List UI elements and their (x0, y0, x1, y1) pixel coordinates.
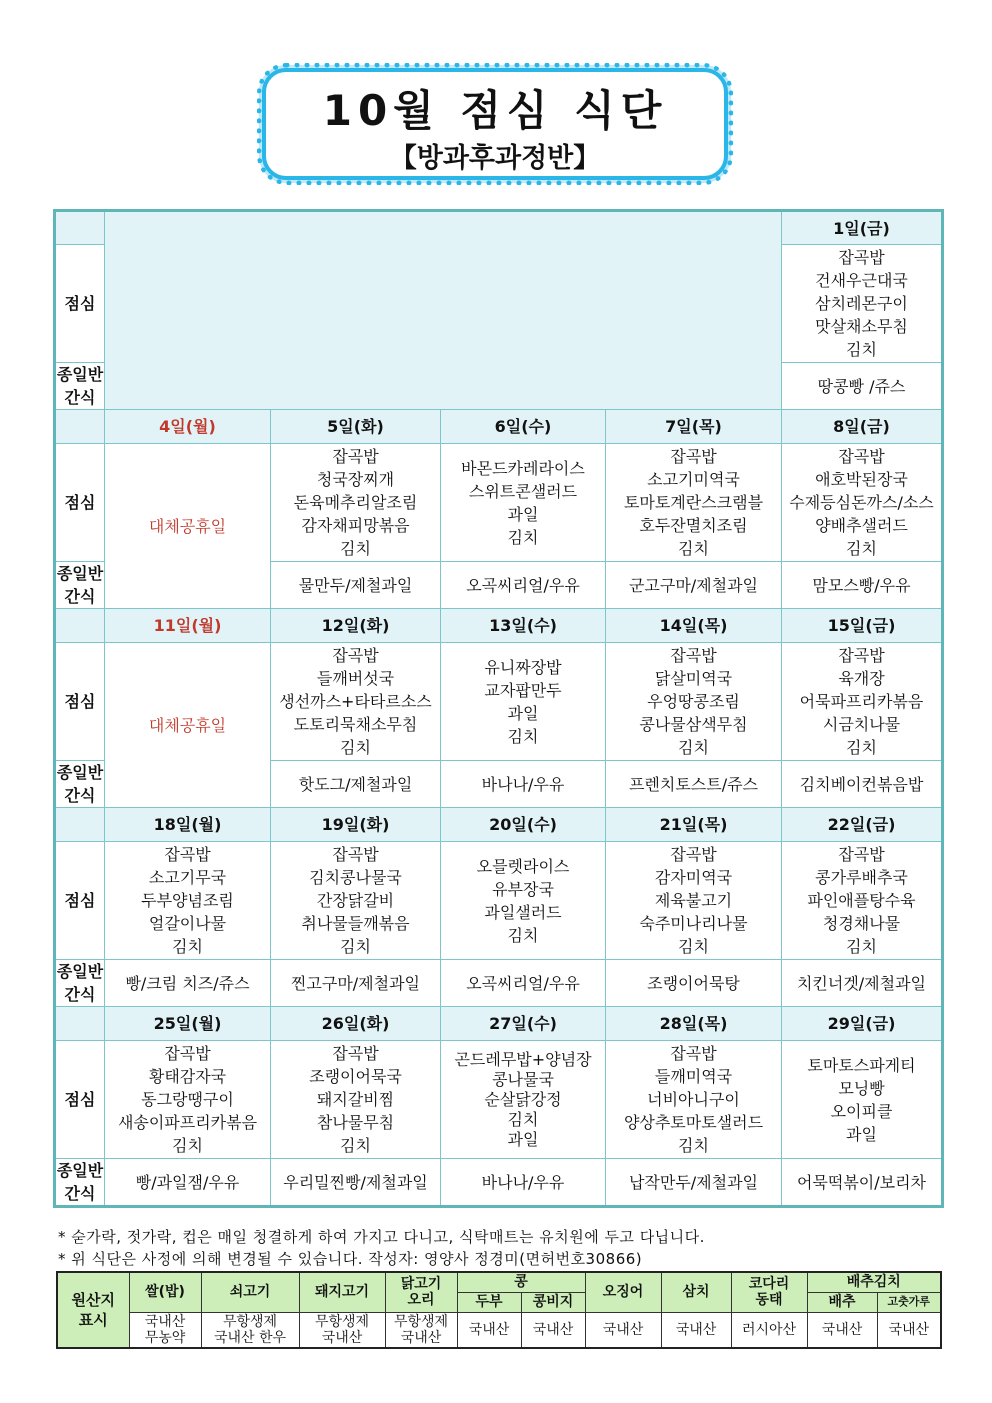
day-header: 29일(금) (782, 1007, 943, 1041)
menu-item: 잡곡밥 (838, 646, 885, 665)
menu-table (53, 209, 944, 1208)
snack-cell: 김치베이컨볶음밥 (782, 761, 943, 808)
menu-item: 시금치나물 (822, 715, 901, 734)
week2-lunch-row (55, 444, 943, 562)
origin-value-line: 무항생제 (393, 1313, 449, 1330)
origin-chicken-value (385, 1312, 457, 1348)
origin-soybean-header: 콩비지 (521, 1292, 585, 1312)
menu-item: 김치 (340, 539, 371, 558)
snack-cell: 우리밀찐빵/제철과일 (271, 1159, 441, 1207)
snack-label-line2: 간식 (64, 388, 96, 407)
origin-tofu-value: 국내산 (457, 1312, 521, 1348)
menu-item: 콩나물삼색무침 (639, 715, 748, 734)
menu-item: 숙주미나리나물 (639, 914, 748, 933)
origin-chicken-line1: 닭고기 (400, 1276, 442, 1293)
menu-item: 새송이파프리카볶음 (117, 1113, 258, 1132)
menu-item: 오이피클 (830, 1101, 893, 1121)
menu-item: 콩나물국 (492, 1069, 554, 1089)
week5-snack-row (55, 1159, 943, 1207)
origin-label (57, 1272, 129, 1348)
day-header: 18일(월) (105, 808, 271, 842)
day-header: 4일(월) (105, 410, 271, 444)
menu-item: 토마토스파게티 (807, 1055, 916, 1075)
snack-label (55, 960, 105, 1007)
origin-value-line: 국내산 (144, 1313, 186, 1330)
menu-item: 김치 (846, 539, 877, 558)
lunch-cell (441, 1041, 606, 1159)
menu-item: 들깨버섯국 (316, 669, 395, 688)
origin-chili-value: 국내산 (877, 1312, 941, 1348)
lunch-cell (606, 842, 782, 960)
menu-item: 김치 (507, 925, 539, 945)
header-corner (55, 1007, 105, 1041)
day-header: 12일(화) (271, 609, 441, 643)
menu-item: 잡곡밥 (164, 845, 211, 864)
holiday-cell: 대체공휴일 (105, 444, 271, 609)
menu-item: 김치 (678, 738, 709, 757)
menu-item: 청경채나물 (822, 914, 901, 933)
lunch-label: 점심 (55, 1041, 105, 1159)
day-header: 15일(금) (782, 609, 943, 643)
day-header: 21일(목) (606, 808, 782, 842)
origin-kimchi-header: 배추김치 (807, 1272, 941, 1292)
snack-cell: 핫도그/제철과일 (271, 761, 441, 808)
snack-cell: 오곡씨리얼/우유 (441, 960, 606, 1007)
lunch-cell (271, 643, 441, 761)
origin-value-line: 무항생제 (222, 1313, 278, 1330)
day-header: 1일(금) (782, 211, 943, 245)
snack-cell: 치킨너겟/제철과일 (782, 960, 943, 1007)
menu-item: 청국장찌개 (316, 470, 395, 489)
notes (58, 1226, 705, 1270)
page-subtitle: 【방과후과정반】 (389, 143, 601, 174)
week4-header-row (55, 808, 943, 842)
lunch-cell (271, 1041, 441, 1159)
week2-header-row (55, 410, 943, 444)
note-line: * 숟가락, 젓가락, 컵은 매일 청결하게 하여 가지고 다니고, 식탁매트는 유치원에 두고 다닙니다. (58, 1228, 705, 1246)
snack-cell: 바나나/우유 (441, 761, 606, 808)
origin-pollock-line2: 동태 (755, 1292, 783, 1309)
lunch-cell (271, 444, 441, 562)
menu-item: 모닝빵 (838, 1078, 885, 1098)
page-title: 10월 점심 식단 (322, 86, 668, 135)
lunch-label: 점심 (55, 842, 105, 960)
origin-value-line: 국내산 (400, 1329, 442, 1346)
menu-item: 호두잔멸치조림 (639, 516, 748, 535)
day-header: 7일(목) (606, 410, 782, 444)
empty-days-block (105, 211, 782, 410)
snack-label-line2: 간식 (64, 786, 96, 805)
lunch-cell (606, 444, 782, 562)
lunch-cell (105, 842, 271, 960)
menu-item: 오믈렛라이스 (476, 856, 570, 876)
menu-item: 잡곡밥 (670, 447, 717, 466)
menu-item: 들깨미역국 (654, 1067, 733, 1086)
lunch-cell (782, 245, 943, 363)
week4-lunch-row (55, 842, 943, 960)
week5-lunch-row (55, 1041, 943, 1159)
menu-item: 제육불고기 (654, 891, 733, 910)
day-header: 22일(금) (782, 808, 943, 842)
menu-item: 황태감자국 (148, 1067, 227, 1086)
snack-label-line2: 간식 (64, 1184, 96, 1203)
menu-item: 김치 (678, 937, 709, 956)
snack-label-line1: 종일반 (56, 564, 104, 583)
origin-value-line: 국내산 한우 (213, 1329, 287, 1346)
lunch-label: 점심 (55, 444, 105, 562)
menu-item: 김치 (846, 937, 877, 956)
menu-item: 참나물무침 (316, 1113, 395, 1132)
origin-rice-header: 쌀(밥) (129, 1272, 201, 1312)
snack-cell: 납작만두/제철과일 (606, 1159, 782, 1207)
menu-item: 유부장국 (492, 879, 554, 899)
snack-label-line2: 간식 (64, 587, 96, 606)
lunch-cell (441, 842, 606, 960)
menu-item: 돼지갈비찜 (316, 1090, 395, 1109)
lunch-label: 점심 (55, 643, 105, 761)
week4-snack-row (55, 960, 943, 1007)
menu-item: 김치 (507, 1109, 539, 1129)
menu-item: 소고기미역국 (647, 470, 740, 489)
lunch-cell (271, 842, 441, 960)
menu-item: 생선까스+타타르소스 (279, 692, 432, 711)
menu-item: 김치 (340, 937, 371, 956)
origin-soybean-value: 국내산 (521, 1312, 585, 1348)
menu-item: 간장닭갈비 (316, 891, 395, 910)
origin-pollock-value: 러시아산 (731, 1312, 807, 1348)
snack-label-line1: 종일반 (56, 1161, 104, 1180)
origin-value-line: 무항생제 (314, 1313, 370, 1330)
menu-item: 도토리묵채소무침 (293, 715, 418, 734)
menu-item: 얼갈이나물 (148, 914, 227, 933)
day-header: 6일(수) (441, 410, 606, 444)
snack-label (55, 761, 105, 808)
lunch-cell (782, 842, 943, 960)
origin-cabbage-value: 국내산 (807, 1312, 877, 1348)
menu-item: 감자채피망볶음 (301, 516, 410, 535)
lunch-cell (606, 1041, 782, 1159)
snack-cell: 조랭이어묵탕 (606, 960, 782, 1007)
menu-item: 과일 (507, 703, 539, 723)
origin-label-line1: 원산지 (71, 1291, 115, 1309)
menu-item: 유니짜장밥 (484, 657, 562, 677)
week1-header-row (55, 211, 943, 245)
menu-item: 곤드레무밥+양념장 (454, 1049, 592, 1069)
menu-item: 잡곡밥 (332, 845, 379, 864)
menu-item: 우엉땅콩조림 (647, 692, 740, 711)
lunch-cell (782, 1041, 943, 1159)
menu-item: 파인애플탕수육 (807, 891, 916, 910)
menu-item: 감자미역국 (654, 868, 733, 887)
note-line: * 위 식단은 사정에 의해 변경될 수 있습니다. 작성자: 영양사 정경미(면허번호30866) (58, 1250, 643, 1268)
snack-cell: 물만두/제철과일 (271, 562, 441, 609)
menu-item: 김치콩나물국 (309, 868, 402, 887)
day-header: 19일(화) (271, 808, 441, 842)
origin-squid-header: 오징어 (585, 1272, 661, 1312)
snack-label-line1: 종일반 (56, 365, 104, 384)
holiday-cell: 대체공휴일 (105, 643, 271, 808)
origin-pollock-line1: 코다리 (748, 1276, 790, 1293)
day-header: 14일(목) (606, 609, 782, 643)
menu-item: 김치 (678, 1136, 709, 1155)
menu-item: 김치 (172, 937, 203, 956)
origin-label-line2: 표시 (78, 1311, 108, 1329)
menu-item: 과일 (507, 1129, 539, 1149)
snack-cell: 군고구마/제철과일 (606, 562, 782, 609)
menu-item: 소고기무국 (148, 868, 227, 887)
menu-item: 과일 (507, 504, 539, 524)
menu-item: 잡곡밥 (838, 845, 885, 864)
menu-item: 삼치레몬구이 (815, 294, 908, 313)
lunch-cell (606, 643, 782, 761)
menu-item: 잡곡밥 (332, 447, 379, 466)
snack-cell: 어묵떡볶이/보리차 (782, 1159, 943, 1207)
origin-chicken-line2: 오리 (407, 1292, 435, 1309)
lunch-cell (782, 444, 943, 562)
origin-rice-value (129, 1312, 201, 1348)
menu-item: 닭살미역국 (654, 669, 733, 688)
day-header: 11일(월) (105, 609, 271, 643)
menu-item: 순살닭강정 (484, 1089, 562, 1109)
snack-cell: 맘모스빵/우유 (782, 562, 943, 609)
day-header: 27일(수) (441, 1007, 606, 1041)
menu-item: 잡곡밥 (670, 646, 717, 665)
lunch-cell (441, 444, 606, 562)
origin-table (56, 1271, 942, 1349)
header-corner (55, 808, 105, 842)
menu-item: 잡곡밥 (670, 1044, 717, 1063)
origin-mackerel-value: 국내산 (661, 1312, 731, 1348)
week5-header-row (55, 1007, 943, 1041)
day-header: 13일(수) (441, 609, 606, 643)
menu-item: 돈육메추리알조림 (293, 493, 418, 512)
menu-item: 토마토계란스크램블 (623, 493, 764, 512)
menu-item: 건새우근대국 (815, 271, 908, 290)
menu-item: 김치 (678, 539, 709, 558)
origin-pollock-header (731, 1272, 807, 1312)
snack-cell: 프렌치토스트/쥬스 (606, 761, 782, 808)
menu-item: 과일샐러드 (484, 902, 562, 922)
menu-item: 잡곡밥 (838, 447, 885, 466)
snack-cell: 땅콩빵 /쥬스 (782, 363, 943, 410)
snack-cell: 빵/과일잼/우유 (105, 1159, 271, 1207)
menu-item: 콩가루배추국 (815, 868, 908, 887)
lunch-cell (441, 643, 606, 761)
menu-item: 어묵파프리카볶음 (799, 692, 924, 711)
snack-label (55, 1159, 105, 1207)
menu-item: 조랭이어묵국 (309, 1067, 402, 1086)
menu-item: 육개장 (838, 669, 885, 688)
day-header: 25일(월) (105, 1007, 271, 1041)
menu-item: 잡곡밥 (332, 646, 379, 665)
menu-item: 양상추토마토샐러드 (623, 1113, 764, 1132)
menu-item: 김치 (340, 738, 371, 757)
origin-cabbage-header: 배추 (807, 1292, 877, 1312)
origin-bean-header: 콩 (457, 1272, 585, 1292)
menu-item: 양배추샐러드 (815, 516, 908, 535)
day-header: 26일(화) (271, 1007, 441, 1041)
snack-cell: 오곡씨리얼/우유 (441, 562, 606, 609)
day-header: 28일(목) (606, 1007, 782, 1041)
snack-label (55, 562, 105, 609)
snack-label-line1: 종일반 (56, 962, 104, 981)
menu-item: 바몬드카레라이스 (461, 458, 585, 478)
menu-item: 잡곡밥 (670, 845, 717, 864)
lunch-label: 점심 (55, 245, 105, 363)
menu-item: 김치 (846, 738, 877, 757)
origin-beef-header: 쇠고기 (201, 1272, 299, 1312)
title-box (262, 68, 728, 180)
menu-item: 잡곡밥 (332, 1044, 379, 1063)
menu-item: 과일 (846, 1124, 877, 1144)
origin-value-line: 무농약 (144, 1329, 186, 1346)
menu-item: 스위트콘샐러드 (468, 481, 578, 501)
header-corner (55, 609, 105, 643)
menu-item: 취나물들깨볶음 (301, 914, 410, 933)
menu-item: 두부양념조림 (141, 891, 234, 910)
origin-chili-header: 고춧가루 (877, 1292, 941, 1312)
menu-item: 김치 (846, 340, 877, 359)
snack-cell: 찐고구마/제철과일 (271, 960, 441, 1007)
origin-tofu-header: 두부 (457, 1292, 521, 1312)
snack-cell: 빵/크림 치즈/쥬스 (105, 960, 271, 1007)
menu-item: 김치 (340, 1136, 371, 1155)
menu-item: 김치 (507, 726, 539, 746)
origin-squid-value: 국내산 (585, 1312, 661, 1348)
day-header: 8일(금) (782, 410, 943, 444)
snack-label (55, 363, 105, 410)
menu-item: 김치 (172, 1136, 203, 1155)
lunch-cell (782, 643, 943, 761)
day-header: 5일(화) (271, 410, 441, 444)
menu-item: 맛살채소무침 (815, 317, 908, 336)
origin-chicken-header (385, 1272, 457, 1312)
menu-item: 애호박된장국 (815, 470, 908, 489)
menu-item: 너비아니구이 (647, 1090, 740, 1109)
snack-label-line2: 간식 (64, 985, 96, 1004)
menu-item: 수제등심돈까스/소스 (789, 493, 934, 512)
week3-header-row (55, 609, 943, 643)
origin-value-line: 국내산 (321, 1329, 363, 1346)
header-corner (55, 211, 105, 245)
menu-item: 김치 (507, 527, 539, 547)
snack-cell: 바나나/우유 (441, 1159, 606, 1207)
week3-lunch-row (55, 643, 943, 761)
day-header: 20일(수) (441, 808, 606, 842)
origin-mackerel-header: 삼치 (661, 1272, 731, 1312)
origin-beef-value (201, 1312, 299, 1348)
origin-pork-value (299, 1312, 385, 1348)
snack-label-line1: 종일반 (56, 763, 104, 782)
lunch-cell (105, 1041, 271, 1159)
menu-item: 잡곡밥 (164, 1044, 211, 1063)
origin-pork-header: 돼지고기 (299, 1272, 385, 1312)
menu-item: 잡곡밥 (838, 248, 885, 267)
menu-item: 교자팝만두 (484, 680, 562, 700)
header-corner (55, 410, 105, 444)
menu-item: 동그랑땡구이 (141, 1090, 234, 1109)
